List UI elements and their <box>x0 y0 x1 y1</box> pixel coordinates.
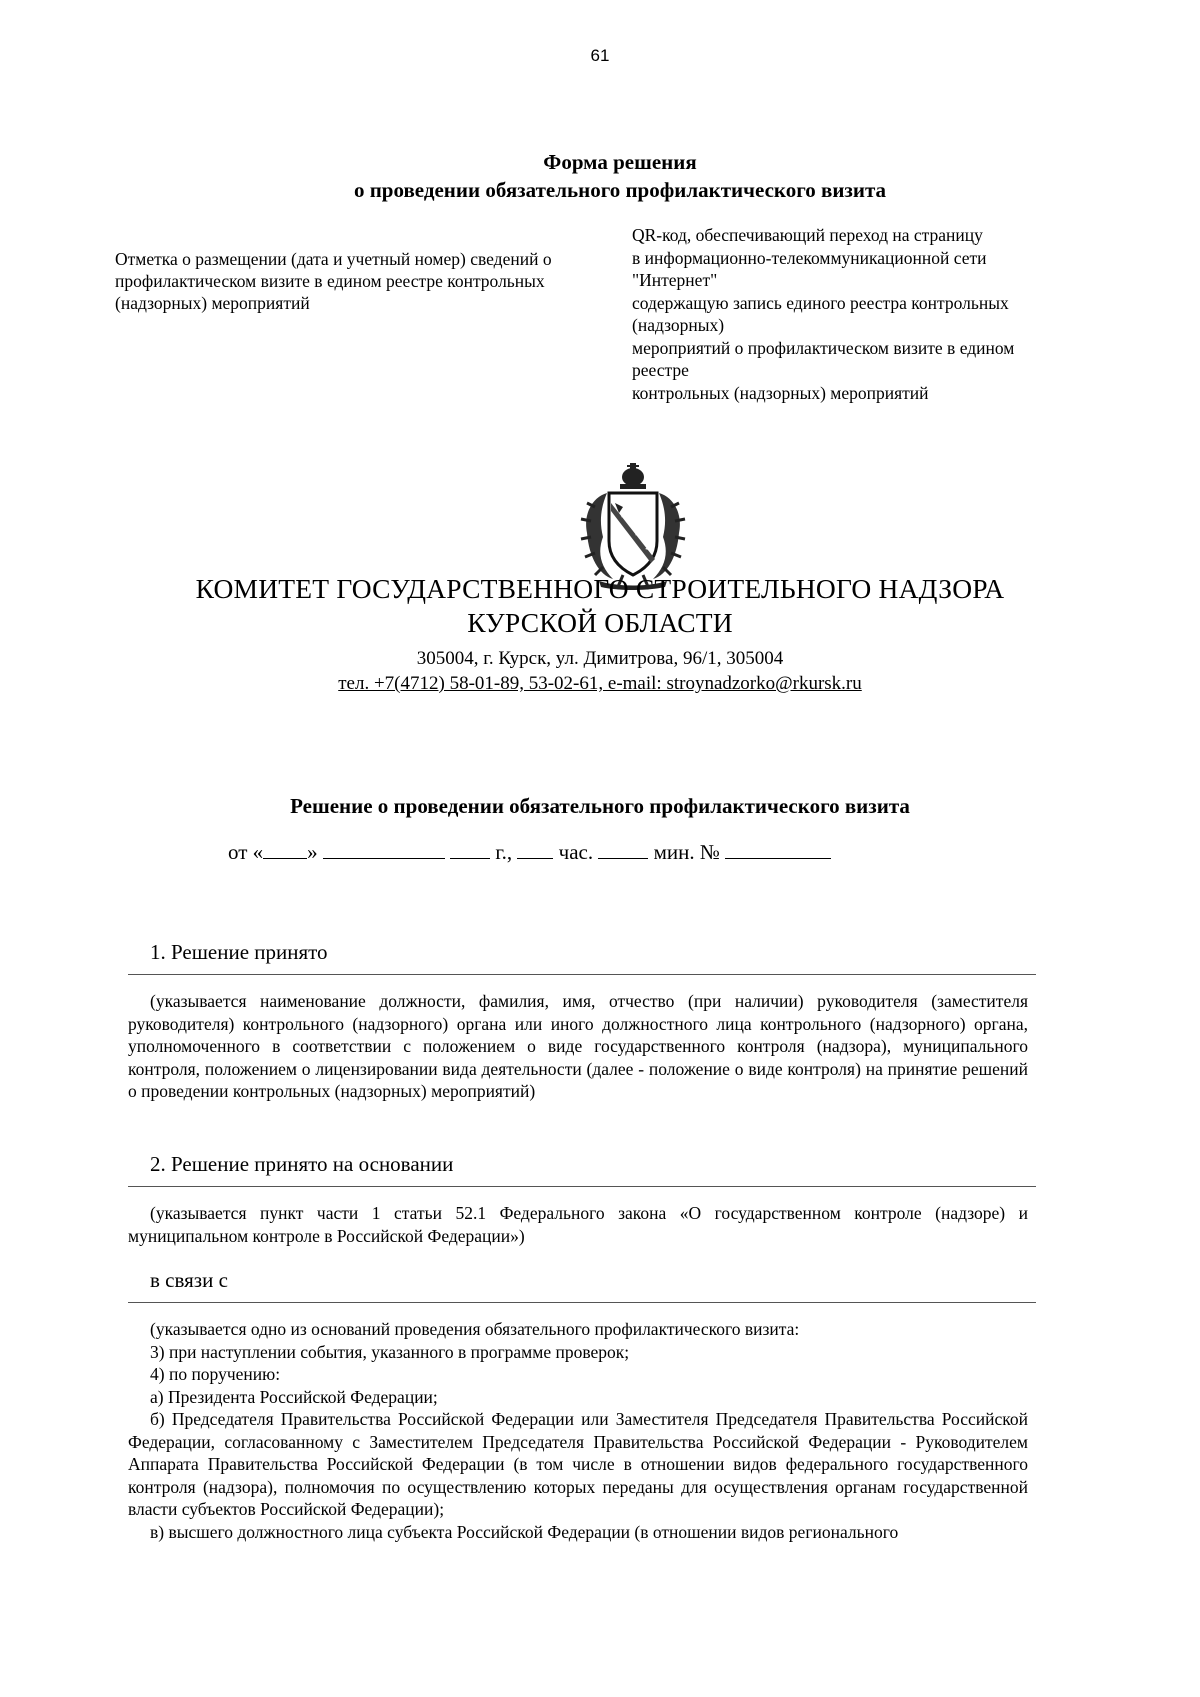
form-title-line1: Форма решения <box>543 150 697 174</box>
decision-title: Решение о проведении обязательного профилактического визита <box>290 794 910 818</box>
date-from-label: от « <box>228 840 264 864</box>
qr-note-line: мероприятий о профилактическом визите в едином <box>632 337 1015 358</box>
basis-paragraph-v: в) высшего должностного лица субъекта Российской Федерации (в отношении видов регионального <box>150 1521 899 1542</box>
section1-note: (указывается наименование должности, фамилия, имя, отчество (при наличии) руководителя (заместителя руководителя) контрольного (надзорного) органа или иного должностного лица контрольного (надзорного) органа, уполномоченного в соответствии с положением о виде государственного контроля (надзора), муниципального контроля, положением о лицензировании вида деятельности (далее - положение о виде контроля) на принятие решений о проведении контрольных (надзорных) мероприятий) <box>128 991 1028 1101</box>
qr-note-line: "Интернет" <box>632 270 718 290</box>
organization-name-line1: КОМИТЕТ ГОСУДАРСТВЕННОГО СТРОИТЕЛЬНОГО НАДЗОРА <box>195 573 1005 604</box>
section2-rule <box>128 1186 1036 1187</box>
qr-note <box>632 224 1102 404</box>
qr-note-line: контрольных (надзорных) мероприятий <box>632 382 929 403</box>
section3-heading: в связи с <box>150 1268 228 1292</box>
organization-address: 305004, г. Курск, ул. Димитрова, 96/1, 305004 <box>416 648 784 669</box>
form-title-line2: о проведении обязательного профилактического визита <box>353 178 887 202</box>
organization-contacts[interactable] <box>0 673 1200 695</box>
section1-heading: 1. Решение принято <box>150 940 328 964</box>
day-blank[interactable] <box>263 840 307 859</box>
basis-paragraph-b: б) Председателя Правительства Российской Федерации или Заместителя Председателя Правительства Российской Федерации, согласованному с Заместителем Председателя Правительства Российской Федерации - Руководителем Аппарата Правительства Российской Федерации (в том числе в отношении видов федерального государственного контроля (надзора), полномочия по осуществлению которых переданы для осуществления органам государственной власти субъектов Российской Федерации); <box>128 1409 1028 1519</box>
date-close-label: » <box>307 840 318 864</box>
section2-heading: 2. Решение принято на основании <box>150 1152 454 1176</box>
basis-line: (указывается одно из оснований проведения обязательного профилактического визита: <box>150 1319 800 1339</box>
qr-note-line: в информационно-телекоммуникационной сети <box>632 247 987 268</box>
month-blank[interactable] <box>323 840 445 859</box>
hours-label: час. <box>558 840 594 864</box>
decision-date-line <box>228 840 831 865</box>
contacts-link[interactable]: тел. +7(4712) 58-01-89, 53-02-61, e-mail: stroynadzorko@rkursk.ru <box>338 673 862 694</box>
section3-note <box>128 1318 1028 1543</box>
qr-note-line: QR-код, обеспечивающий переход на страницу <box>632 225 983 245</box>
basis-line: 4) по поручению: <box>150 1364 281 1384</box>
page-number: 61 <box>590 46 610 65</box>
basis-line: 3) при наступлении события, указанного в программе проверок; <box>150 1341 630 1362</box>
number-blank[interactable] <box>725 840 831 859</box>
section3-rule <box>128 1302 1036 1303</box>
qr-note-line: содержащую запись единого реестра контрольных <box>632 292 1009 313</box>
qr-note-line: реестре <box>632 360 689 380</box>
year-blank[interactable] <box>450 840 490 859</box>
year-suffix: г., <box>495 840 513 864</box>
section1-rule <box>128 974 1036 975</box>
minutes-blank[interactable] <box>598 840 648 859</box>
basis-line: а) Президента Российской Федерации; <box>150 1386 438 1407</box>
qr-note-line: (надзорных) <box>632 315 725 335</box>
organization-name-line2: КУРСКОЙ ОБЛАСТИ <box>467 607 733 638</box>
minutes-label: мин. № <box>653 840 720 864</box>
registry-note: Отметка о размещении (дата и учетный номер) сведений о профилактическом визите в едином реестре контрольных (надзорных) мероприятий <box>115 249 552 313</box>
hours-blank[interactable] <box>517 840 553 859</box>
section2-note: (указывается пункт части 1 статьи 52.1 Федерального закона «О государственном контроле (надзоре) и муниципальном контроле в Российской Федерации») <box>128 1203 1028 1246</box>
